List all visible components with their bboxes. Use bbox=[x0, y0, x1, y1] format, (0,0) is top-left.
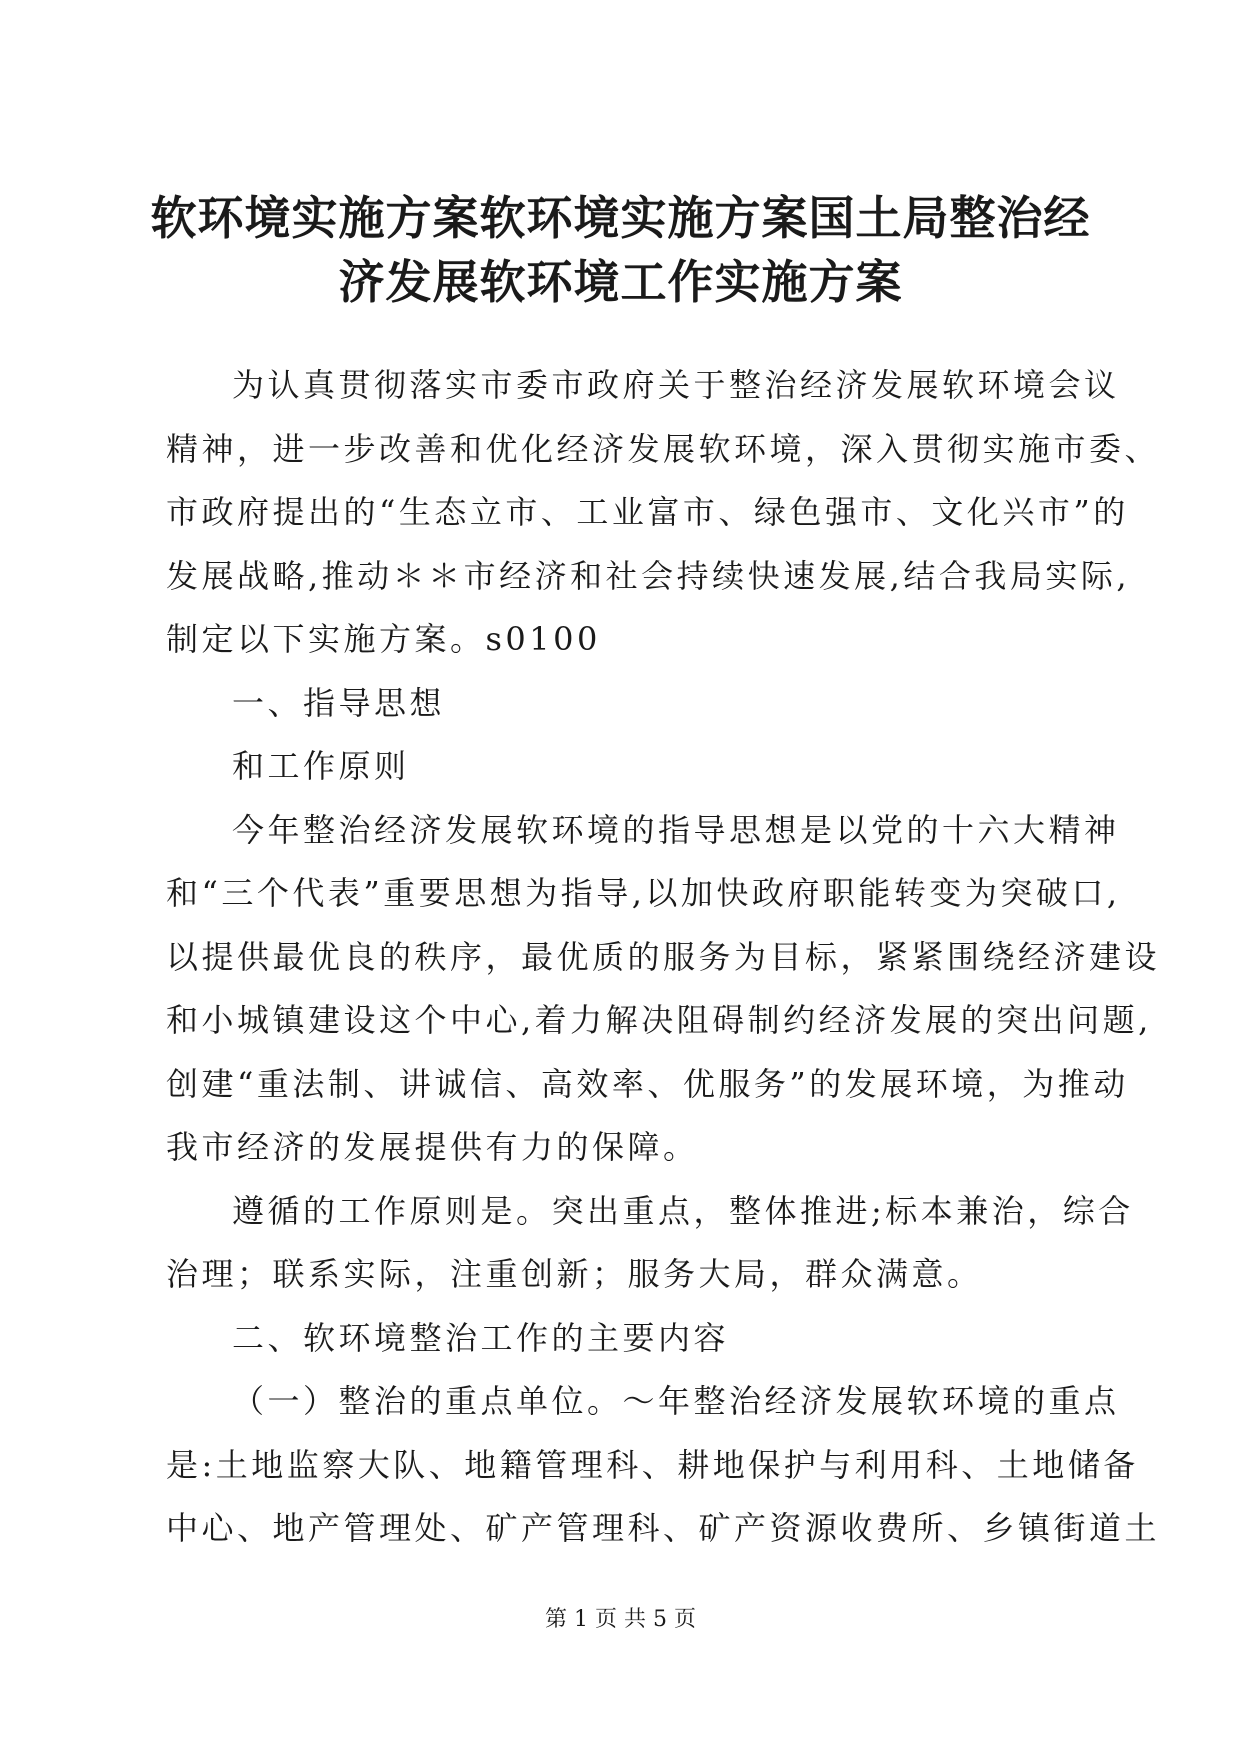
page-footer: 第 1 页 共 5 页 bbox=[545, 1607, 696, 1632]
body-line: 以提供最优良的秩序，最优质的服务为目标，紧紧围绕经济建设 bbox=[166, 937, 1161, 976]
body-line: 市政府提出的“生态立市、工业富市、绿色强市、文化兴市”的 bbox=[166, 493, 1129, 531]
body-line: 遵循的工作原则是。突出重点，整体推进;标本兼治，综合 bbox=[232, 1191, 1134, 1230]
body-line: 发展战略,推动＊＊市经济和社会持续快速发展,结合我局实际, bbox=[166, 556, 1131, 595]
body-line: 中心、地产管理处、矿产管理科、矿产资源收费所、乡镇街道土 bbox=[166, 1509, 1161, 1547]
body-line: 为认真贯彻落实市委市政府关于整治经济发展软环境会议 bbox=[232, 366, 1120, 404]
body-line: 一、指导思想 bbox=[232, 683, 446, 722]
body-line: 精神，进一步改善和优化经济发展软环境，深入贯彻实施市委、 bbox=[166, 429, 1161, 468]
title-line-2: 济发展软环境工作实施方案 bbox=[338, 255, 903, 309]
body-line: 治理；联系实际，注重创新；服务大局，群众满意。 bbox=[166, 1255, 983, 1293]
body-line: 和工作原则 bbox=[232, 747, 410, 785]
document-title bbox=[120, 186, 1121, 314]
document-body bbox=[166, 354, 1161, 1561]
body-line: 我市经济的发展提供有力的保障。 bbox=[166, 1128, 699, 1166]
body-line: 和“三个代表”重要思想为指导,以加快政府职能转变为突破口, bbox=[166, 874, 1121, 912]
body-line: 今年整治经济发展软环境的指导思想是以党的十六大精神 bbox=[232, 810, 1120, 849]
body-line: 是:土地监察大队、地籍管理科、耕地保护与利用科、土地储备 bbox=[166, 1445, 1139, 1484]
body-line: 和小城镇建设这个中心,着力解决阻碍制约经济发展的突出问题, bbox=[166, 1001, 1152, 1039]
body-line: 制定以下实施方案。s0100 bbox=[166, 620, 601, 658]
body-line: 二、软环境整治工作的主要内容 bbox=[232, 1318, 730, 1357]
body-line: （一）整治的重点单位。～年整治经济发展软环境的重点 bbox=[232, 1382, 1120, 1420]
body-line: 创建“重法制、讲诚信、高效率、优服务”的发展环境，为推动 bbox=[166, 1064, 1129, 1103]
title-line-1: 软环境实施方案软环境实施方案国土局整治经 bbox=[150, 191, 1091, 245]
